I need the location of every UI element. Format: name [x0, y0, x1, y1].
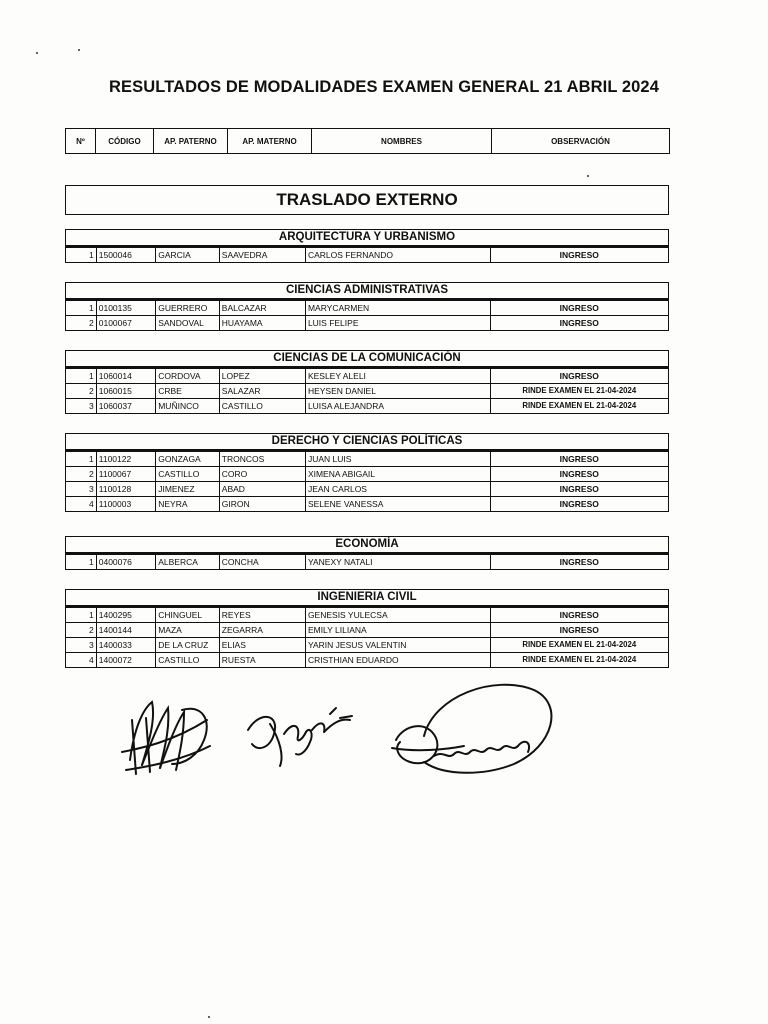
column-header-table — [65, 128, 670, 154]
student-code: 1100003 — [96, 497, 155, 512]
results-table — [65, 368, 669, 414]
table-row — [66, 452, 669, 467]
student-code: 1100128 — [96, 482, 155, 497]
career-group — [65, 536, 669, 570]
observation: INGRESO — [490, 301, 668, 316]
observation: RINDE EXAMEN EL 21-04-2024 — [490, 638, 668, 653]
table-row — [66, 301, 669, 316]
student-names: LUIS FELIPE — [305, 316, 490, 331]
student-names: YANEXY NATALI — [305, 555, 490, 570]
results-table — [65, 451, 669, 512]
row-number: 4 — [66, 497, 97, 512]
observation: INGRESO — [490, 608, 668, 623]
career-name: INGENIERIA CIVIL — [65, 589, 669, 607]
maternal-surname: TRONCOS — [219, 452, 305, 467]
student-names: CRISTHIAN EDUARDO — [305, 653, 490, 668]
career-name: ARQUITECTURA Y URBANISMO — [65, 229, 669, 247]
student-names: CARLOS FERNANDO — [305, 248, 490, 263]
student-code: 0100135 — [96, 301, 155, 316]
observation: INGRESO — [490, 497, 668, 512]
student-names: YARIN JESUS VALENTIN — [305, 638, 490, 653]
row-number: 1 — [66, 369, 97, 384]
paternal-surname: NEYRA — [156, 497, 220, 512]
table-row — [66, 399, 669, 414]
paternal-surname: GONZAGA — [156, 452, 220, 467]
student-names: SELENE VANESSA — [305, 497, 490, 512]
paternal-surname: ALBERCA — [156, 555, 220, 570]
maternal-surname: CORO — [219, 467, 305, 482]
table-row — [66, 369, 669, 384]
header-code: CÓDIGO — [96, 129, 154, 154]
maternal-surname: CASTILLO — [219, 399, 305, 414]
maternal-surname: ELIAS — [219, 638, 305, 653]
career-name: ECONOMÍA — [65, 536, 669, 554]
student-names: HEYSEN DANIEL — [305, 384, 490, 399]
observation: RINDE EXAMEN EL 21-04-2024 — [490, 384, 668, 399]
maternal-surname: ABAD — [219, 482, 305, 497]
maternal-surname: GIRON — [219, 497, 305, 512]
results-table — [65, 300, 669, 331]
student-code: 1400144 — [96, 623, 155, 638]
paternal-surname: CASTILLO — [156, 653, 220, 668]
student-code: 1500046 — [96, 248, 155, 263]
paternal-surname: MUÑINCO — [156, 399, 220, 414]
signature-3 — [384, 676, 564, 786]
career-name: DERECHO Y CIENCIAS POLÍTICAS — [65, 433, 669, 451]
row-number: 3 — [66, 638, 97, 653]
header-observation: OBSERVACIÓN — [492, 129, 670, 154]
row-number: 1 — [66, 301, 97, 316]
observation: INGRESO — [490, 248, 668, 263]
student-names: MARYCARMEN — [305, 301, 490, 316]
maternal-surname: REYES — [219, 608, 305, 623]
row-number: 2 — [66, 384, 97, 399]
student-code: 1060015 — [96, 384, 155, 399]
student-code: 1400072 — [96, 653, 155, 668]
row-number: 3 — [66, 482, 97, 497]
paternal-surname: SANDOVAL — [156, 316, 220, 331]
student-code: 1400295 — [96, 608, 155, 623]
maternal-surname: BALCAZAR — [219, 301, 305, 316]
row-number: 2 — [66, 467, 97, 482]
career-name: CIENCIAS ADMINISTRATIVAS — [65, 282, 669, 300]
paternal-surname: CRBE — [156, 384, 220, 399]
maternal-surname: HUAYAMA — [219, 316, 305, 331]
student-names: JEAN CARLOS — [305, 482, 490, 497]
header-names: NOMBRES — [312, 129, 492, 154]
table-row — [66, 467, 669, 482]
observation: RINDE EXAMEN EL 21-04-2024 — [490, 399, 668, 414]
maternal-surname: SAAVEDRA — [219, 248, 305, 263]
paternal-surname: GARCIA — [156, 248, 220, 263]
table-row — [66, 248, 669, 263]
results-table — [65, 247, 669, 263]
row-number: 2 — [66, 623, 97, 638]
student-code: 1400033 — [96, 638, 155, 653]
signature-2 — [240, 700, 370, 770]
career-group — [65, 282, 669, 331]
career-group — [65, 229, 669, 263]
observation: INGRESO — [490, 452, 668, 467]
career-group — [65, 350, 669, 414]
student-code: 1060037 — [96, 399, 155, 414]
student-names: GENESIS YULECSA — [305, 608, 490, 623]
row-number: 2 — [66, 316, 97, 331]
career-group — [65, 433, 669, 512]
table-row — [66, 482, 669, 497]
row-number: 3 — [66, 399, 97, 414]
table-row — [66, 608, 669, 623]
observation: INGRESO — [490, 623, 668, 638]
table-row — [66, 623, 669, 638]
row-number: 4 — [66, 653, 97, 668]
header-paternal-surname: AP. PATERNO — [154, 129, 228, 154]
maternal-surname: SALAZAR — [219, 384, 305, 399]
student-names: JUAN LUIS — [305, 452, 490, 467]
maternal-surname: RUESTA — [219, 653, 305, 668]
observation: INGRESO — [490, 482, 668, 497]
observation: INGRESO — [490, 369, 668, 384]
student-names: EMILY LILIANA — [305, 623, 490, 638]
table-row — [66, 638, 669, 653]
paternal-surname: JIMENEZ — [156, 482, 220, 497]
paternal-surname: CASTILLO — [156, 467, 220, 482]
results-table — [65, 554, 669, 570]
observation: INGRESO — [490, 555, 668, 570]
row-number: 1 — [66, 608, 97, 623]
maternal-surname: ZEGARRA — [219, 623, 305, 638]
student-code: 1100122 — [96, 452, 155, 467]
student-code: 0100067 — [96, 316, 155, 331]
page-title: RESULTADOS DE MODALIDADES EXAMEN GENERAL 21 ABRIL 2024 — [109, 78, 659, 96]
table-row — [66, 316, 669, 331]
paternal-surname: CORDOVA — [156, 369, 220, 384]
table-row — [66, 653, 669, 668]
student-code: 0400076 — [96, 555, 155, 570]
table-row — [66, 497, 669, 512]
observation: RINDE EXAMEN EL 21-04-2024 — [490, 653, 668, 668]
observation: INGRESO — [490, 316, 668, 331]
career-group — [65, 589, 669, 668]
row-number: 1 — [66, 248, 97, 263]
table-row — [66, 384, 669, 399]
results-table — [65, 607, 669, 668]
career-name: CIENCIAS DE LA COMUNICACIÓN — [65, 350, 669, 368]
header-maternal-surname: AP. MATERNO — [228, 129, 312, 154]
paternal-surname: MAZA — [156, 623, 220, 638]
student-names: XIMENA ABIGAIL — [305, 467, 490, 482]
paternal-surname: GUERRERO — [156, 301, 220, 316]
paternal-surname: CHINGUEL — [156, 608, 220, 623]
paternal-surname: DE LA CRUZ — [156, 638, 220, 653]
header-number: Nº — [66, 129, 96, 154]
table-row — [66, 555, 669, 570]
student-names: LUISA ALEJANDRA — [305, 399, 490, 414]
maternal-surname: LOPEZ — [219, 369, 305, 384]
student-names: KESLEY ALELI — [305, 369, 490, 384]
section-title: TRASLADO EXTERNO — [65, 185, 669, 215]
row-number: 1 — [66, 555, 97, 570]
student-code: 1060014 — [96, 369, 155, 384]
maternal-surname: CONCHA — [219, 555, 305, 570]
observation: INGRESO — [490, 467, 668, 482]
row-number: 1 — [66, 452, 97, 467]
signature-1 — [112, 690, 222, 780]
student-code: 1100067 — [96, 467, 155, 482]
